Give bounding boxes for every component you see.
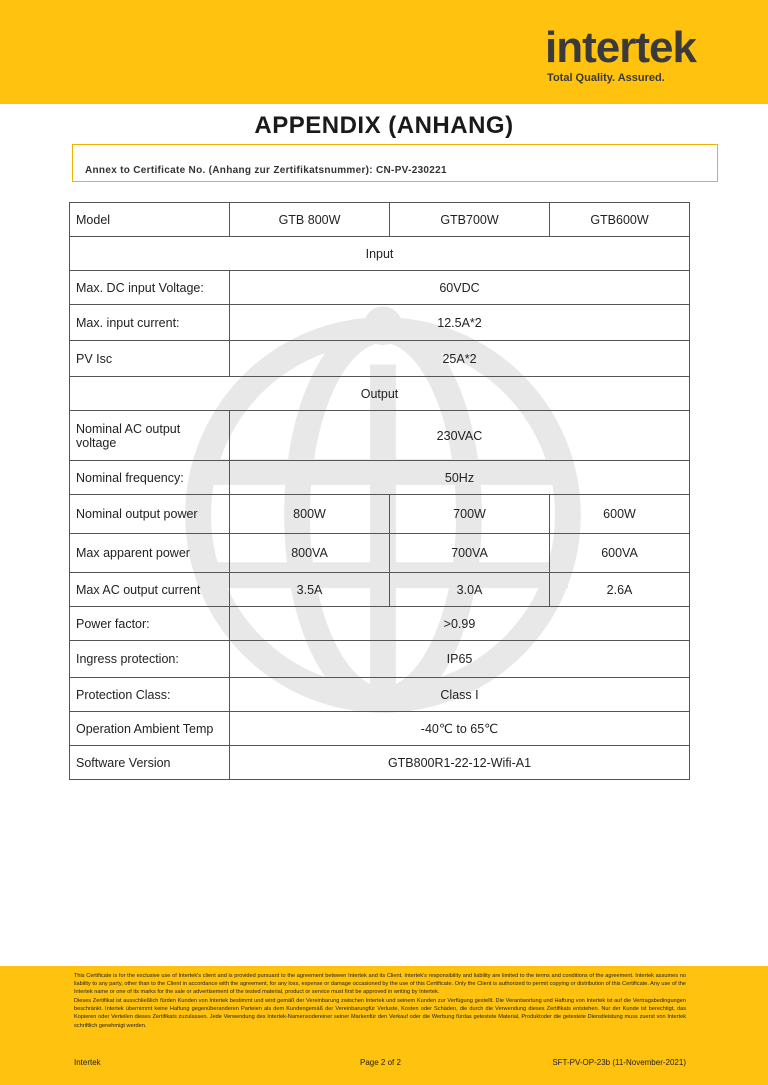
logo-wordmark: intertek bbox=[545, 23, 696, 72]
annex-box bbox=[72, 144, 718, 182]
intertek-logo bbox=[545, 23, 696, 84]
row-value: 600W bbox=[550, 495, 690, 534]
logo-tagline: Total Quality. Assured. bbox=[547, 72, 665, 84]
row-label: Power factor: bbox=[70, 607, 230, 641]
row-value: 600VA bbox=[550, 534, 690, 573]
row-label: Max. DC input Voltage: bbox=[70, 271, 230, 305]
row-value: >0.99 bbox=[230, 607, 690, 641]
table-row bbox=[70, 461, 690, 495]
row-value: Class I bbox=[230, 678, 690, 712]
model-col-3: GTB600W bbox=[550, 203, 690, 237]
row-value: 800VA bbox=[230, 534, 390, 573]
table-row bbox=[70, 271, 690, 305]
table-row bbox=[70, 534, 690, 573]
table-row bbox=[70, 712, 690, 746]
footer-band bbox=[0, 966, 768, 1085]
row-value: 50Hz bbox=[230, 461, 690, 495]
row-label: Max apparent power bbox=[70, 534, 230, 573]
table-row bbox=[70, 678, 690, 712]
annex-text: Annex to Certificate No. (Anhang zur Zertifikatsnummer): CN-PV-230221 bbox=[85, 165, 447, 176]
table-row bbox=[70, 411, 690, 461]
legal-german: Dieses Zertifikat ist ausschließlich fürden Kunden von Intertek bestimmt und wird gemäß der Vereinbarung zwischen Intertek und seinem Kunden zur Verfügung gestellt. Die Verantwortung und Haftung von Intertek ist auf die Vertragsbedingungen beschränkt. Intertek übernimmt keine Haftung gegenüberanderen Parteien als dem Kundengemäß der Vereinbarungfür Verluste, Kosten oder Schäden, die durch die Verwendung dieses Zertifikats entstehen. Nur der Kunde ist berechtigt, das Kopieren oder Verteilen dieses Zertifikats zuzulassen. Jede Verwendung des Intertek-Namensodereiner seiner Markenfür den Verkauf oder die Werbung fürdas getestete Material, Produktoder die getestete Dienstleistung muss zuerst von Intertek schriftlich genehmigt werden. bbox=[74, 998, 686, 1029]
row-label: Max AC output current bbox=[70, 573, 230, 607]
document-id: SFT-PV-OP-23b (11-November-2021) bbox=[552, 1058, 686, 1067]
model-header: Model bbox=[70, 203, 230, 237]
row-value: 12.5A*2 bbox=[230, 305, 690, 341]
model-col-1: GTB 800W bbox=[230, 203, 390, 237]
table-row bbox=[70, 495, 690, 534]
row-value: 700VA bbox=[390, 534, 550, 573]
row-label: Nominal frequency: bbox=[70, 461, 230, 495]
row-label: Software Version bbox=[70, 746, 230, 780]
table-row bbox=[70, 607, 690, 641]
row-value: 800W bbox=[230, 495, 390, 534]
page-number: Page 2 of 2 bbox=[360, 1058, 401, 1067]
row-value: 3.5A bbox=[230, 573, 390, 607]
legal-text bbox=[74, 972, 686, 1031]
row-label: PV Isc bbox=[70, 341, 230, 377]
row-value: 3.0A bbox=[390, 573, 550, 607]
legal-english: This Certificate is for the exclusive use of Intertek's client and is provided pursuant to the agreement between Intertek and its Client. Intertek's responsibility and liability are limited to the terms and conditions of the agreement. Intertek assumes no liability to any party, other than to the Client in accordance with the agreement, for any loss, expense or damage occasioned by the use of this Certificate. Only the Client is authorized to permit copying or distribution of this Certificate. Any use of the Intertek name or one of its marks for the sale or advertisement of the tested material, product or service must first be approved in writing by Intertek. bbox=[74, 973, 686, 996]
table-row bbox=[70, 377, 690, 411]
row-label: Nominal AC output voltage bbox=[70, 411, 230, 461]
table-row bbox=[70, 305, 690, 341]
table-row bbox=[70, 203, 690, 237]
section-output: Output bbox=[70, 377, 690, 411]
row-value: 60VDC bbox=[230, 271, 690, 305]
row-value: -40℃ to 65℃ bbox=[230, 712, 690, 746]
row-label: Ingress protection: bbox=[70, 641, 230, 678]
table-row bbox=[70, 341, 690, 377]
model-col-2: GTB700W bbox=[390, 203, 550, 237]
page-title: APPENDIX (ANHANG) bbox=[254, 112, 514, 139]
row-value: 700W bbox=[390, 495, 550, 534]
table-row bbox=[70, 641, 690, 678]
table-row bbox=[70, 237, 690, 271]
row-value: 25A*2 bbox=[230, 341, 690, 377]
spec-table bbox=[69, 202, 690, 780]
row-label: Protection Class: bbox=[70, 678, 230, 712]
row-value: 230VAC bbox=[230, 411, 690, 461]
row-label: Max. input current: bbox=[70, 305, 230, 341]
table-row bbox=[70, 746, 690, 780]
row-label: Operation Ambient Temp bbox=[70, 712, 230, 746]
footer-company: Intertek bbox=[74, 1058, 101, 1067]
header-band bbox=[0, 0, 768, 104]
table-row bbox=[70, 573, 690, 607]
row-value: IP65 bbox=[230, 641, 690, 678]
section-input: Input bbox=[70, 237, 690, 271]
row-value: 2.6A bbox=[550, 573, 690, 607]
row-label: Nominal output power bbox=[70, 495, 230, 534]
row-value: GTB800R1-22-12-Wifi-A1 bbox=[230, 746, 690, 780]
